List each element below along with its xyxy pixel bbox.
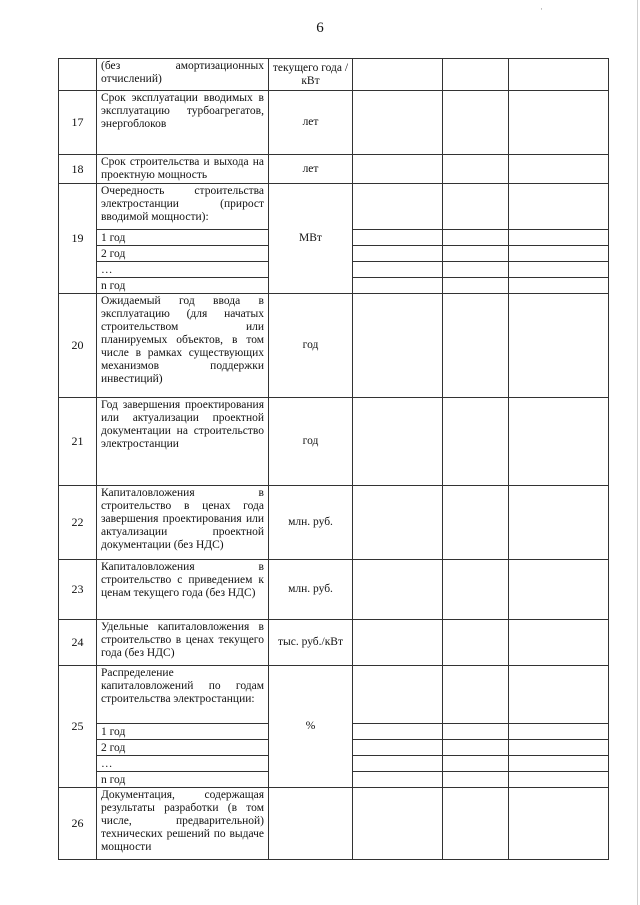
value-cell <box>509 620 609 666</box>
row-parameter: Капиталовложения в строительство в ценах года завершения проектирования или актуализации проектной документации (без НДС) <box>97 486 269 560</box>
value-cell <box>353 246 443 262</box>
row-unit <box>269 788 353 860</box>
value-cell <box>353 155 443 184</box>
row-number: 26 <box>59 788 97 860</box>
page-number: 6 <box>316 20 324 36</box>
table-row <box>59 294 609 398</box>
value-cell <box>509 91 609 155</box>
row-unit: млн. руб. <box>269 486 353 560</box>
table-row <box>59 155 609 184</box>
value-cell <box>353 184 443 230</box>
value-cell <box>443 486 509 560</box>
row-number <box>59 59 97 91</box>
row-parameter: Распределение капиталовложений по годам строительства электростанции: <box>97 666 269 724</box>
value-cell <box>353 486 443 560</box>
row-unit: лет <box>269 155 353 184</box>
value-cell <box>443 246 509 262</box>
row-parameter: Ожидаемый год ввода в эксплуатацию (для начатых строительством или планируемых объектов, в том числе в рамках существующих механизмов поддержки инвестиций) <box>97 294 269 398</box>
row-unit: МВт <box>269 184 353 294</box>
value-cell <box>509 740 609 756</box>
value-cell <box>509 184 609 230</box>
row-number: 19 <box>59 184 97 294</box>
row-unit: лет <box>269 91 353 155</box>
value-cell <box>509 398 609 486</box>
table-row <box>59 620 609 666</box>
value-cell <box>443 184 509 230</box>
value-cell <box>353 398 443 486</box>
table-row <box>59 184 609 230</box>
value-cell <box>353 560 443 620</box>
value-cell <box>353 262 443 278</box>
row-parameter: Капиталовложения в строительство с приведением к ценам текущего года (без НДС) <box>97 560 269 620</box>
value-cell <box>443 724 509 740</box>
row-unit: текущего года /кВт <box>269 59 353 91</box>
year-label: 1 год <box>97 724 269 740</box>
value-cell <box>443 230 509 246</box>
value-cell <box>443 756 509 772</box>
year-label: n год <box>97 278 269 294</box>
scan-edge <box>637 0 638 905</box>
row-parameter: Документация, содержащая результаты разработки (в том числе, предварительной) технических решений по выдаче мощности <box>97 788 269 860</box>
row-parameter: (без амортизационных отчислений) <box>97 59 269 91</box>
table-row <box>59 59 609 91</box>
row-number: 20 <box>59 294 97 398</box>
row-number: 21 <box>59 398 97 486</box>
value-cell <box>353 59 443 91</box>
row-parameter: Срок строительства и выхода на проектную мощность <box>97 155 269 184</box>
row-parameter: Удельные капиталовложения в строительство в ценах текущего года (без НДС) <box>97 620 269 666</box>
table-row <box>59 91 609 155</box>
value-cell <box>353 788 443 860</box>
value-cell <box>353 756 443 772</box>
value-cell <box>509 59 609 91</box>
value-cell <box>353 620 443 666</box>
value-cell <box>353 772 443 788</box>
value-cell <box>443 262 509 278</box>
row-unit: тыс. руб./кВт <box>269 620 353 666</box>
value-cell <box>509 788 609 860</box>
value-cell <box>509 724 609 740</box>
value-cell <box>443 278 509 294</box>
row-unit: млн. руб. <box>269 560 353 620</box>
value-cell <box>443 155 509 184</box>
row-unit: год <box>269 398 353 486</box>
row-number: 23 <box>59 560 97 620</box>
table-row <box>59 666 609 724</box>
row-number: 25 <box>59 666 97 788</box>
row-unit: % <box>269 666 353 788</box>
value-cell <box>509 772 609 788</box>
value-cell <box>509 756 609 772</box>
value-cell <box>443 740 509 756</box>
table-row <box>59 398 609 486</box>
table-row <box>59 788 609 860</box>
value-cell <box>509 666 609 724</box>
value-cell <box>509 294 609 398</box>
year-label: 2 год <box>97 246 269 262</box>
value-cell <box>353 740 443 756</box>
row-parameter: Срок эксплуатации вводимых в эксплуатацию турбоагрегатов, энергоблоков <box>97 91 269 155</box>
value-cell <box>443 294 509 398</box>
value-cell <box>353 724 443 740</box>
value-cell <box>353 91 443 155</box>
value-cell <box>509 155 609 184</box>
value-cell <box>353 294 443 398</box>
year-label: 2 год <box>97 740 269 756</box>
value-cell <box>443 560 509 620</box>
value-cell <box>509 560 609 620</box>
value-cell <box>443 620 509 666</box>
scan-mark: · <box>540 4 543 14</box>
row-number: 18 <box>59 155 97 184</box>
value-cell <box>443 666 509 724</box>
table-row <box>59 486 609 560</box>
value-cell <box>443 59 509 91</box>
row-number: 17 <box>59 91 97 155</box>
year-label: n год <box>97 772 269 788</box>
value-cell <box>509 246 609 262</box>
table-row <box>59 560 609 620</box>
value-cell <box>443 788 509 860</box>
year-label: … <box>97 262 269 278</box>
value-cell <box>509 486 609 560</box>
value-cell <box>509 230 609 246</box>
value-cell <box>509 278 609 294</box>
year-label: … <box>97 756 269 772</box>
year-label: 1 год <box>97 230 269 246</box>
parameters-table <box>58 58 609 860</box>
row-parameter: Год завершения проектирования или актуализации проектной документации на строительство электростанции <box>97 398 269 486</box>
value-cell <box>353 666 443 724</box>
value-cell <box>353 278 443 294</box>
row-number: 22 <box>59 486 97 560</box>
row-unit: год <box>269 294 353 398</box>
row-number: 24 <box>59 620 97 666</box>
row-parameter: Очередность строительства электростанции (прирост вводимой мощности): <box>97 184 269 230</box>
value-cell <box>443 398 509 486</box>
value-cell <box>443 772 509 788</box>
value-cell <box>353 230 443 246</box>
value-cell <box>509 262 609 278</box>
value-cell <box>443 91 509 155</box>
